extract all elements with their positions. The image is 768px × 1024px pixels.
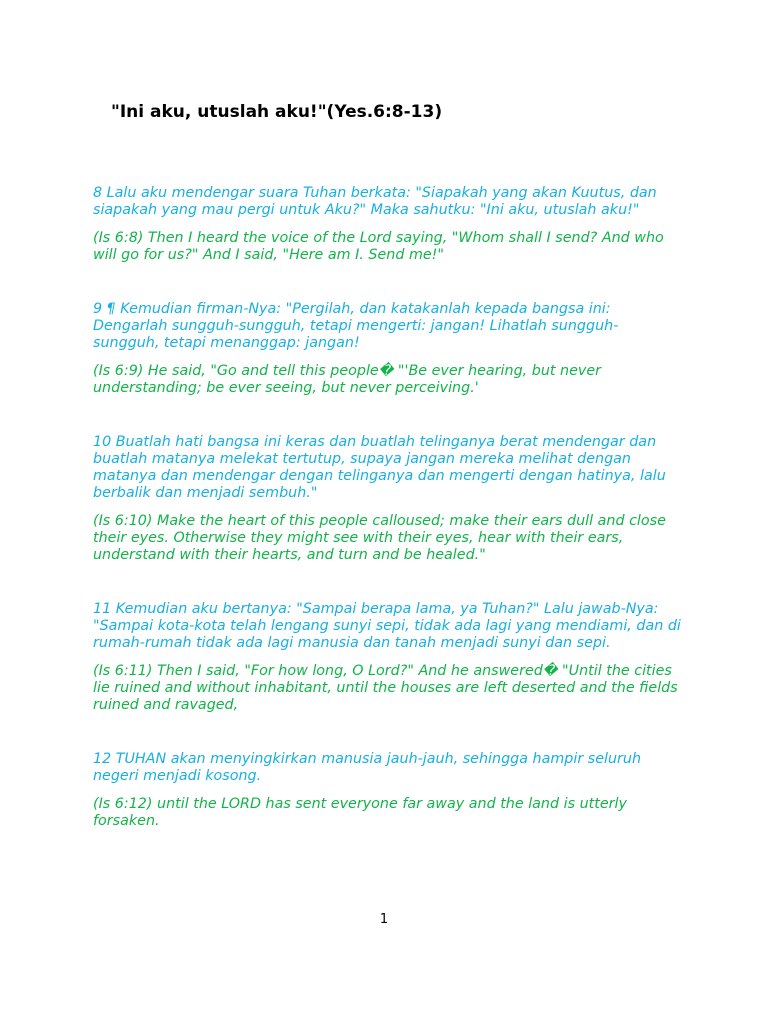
verse-indonesian-text: 8 Lalu aku mendengar suara Tuhan berkata: "Siapakah yang akan Kuutus, dan siapakah yang mau pergi untuk Aku?" Maka sahutku: "Ini aku, utuslah aku!": [93, 185, 657, 218]
verse-english-text: (Is 6:11) Then I said, "For how long, O Lord?" And he answered� "Until the cities lie ruined and without inhabitant, until the houses are left deserted and the fields ruined and ravaged,: [93, 663, 678, 713]
verse-indonesian-text: 12 TUHAN akan menyingkirkan manusia jauh-jauh, sehingga hampir seluruh negeri menjadi kosong.: [93, 751, 642, 784]
verse-indonesian-text: 10 Buatlah hati bangsa ini keras dan buatlah telinganya berat mendengar dan buatlah matanya melekat tertutup, supaya jangan mereka melihat dengan matanya dan mendengar dengan telinganya dan mengerti dengan hatinya, lalu berbalik dan menjadi sembuh.": [93, 434, 666, 501]
page-number: 1: [379, 912, 389, 927]
verse-11: [93, 601, 681, 714]
verse-indonesian-text: 9 ¶ Kemudian firman-Nya: "Pergilah, dan katakanlah kepada bangsa ini: Dengarlah sungguh-sungguh, tetapi mengerti: jangan! Lihatlah sungguh-sungguh, tetapi menanggap: jangan!: [93, 301, 619, 351]
verse-list: [93, 185, 681, 867]
verse-english-text: (Is 6:10) Make the heart of this people calloused; make their ears dull and close their eyes. Otherwise they might see with their eyes, hear with their ears, understand with their hearts, and turn and be healed.": [93, 513, 666, 563]
verse-english-text: (Is 6:8) Then I heard the voice of the Lord saying, "Whom shall I send? And who will go for us?" And I said, "Here am I. Send me!": [93, 230, 664, 263]
verse-indonesian-text: 11 Kemudian aku bertanya: "Sampai berapa lama, ya Tuhan?" Lalu jawab-Nya: "Sampai kota-kota telah lengang sunyi sepi, tidak ada lagi yang mendiami, dan di rumah-rumah tidak ada lagi manusia dan tanah menjadi sunyi dan sepi.: [93, 601, 681, 651]
verse-8: [93, 185, 681, 264]
verse-10: [93, 434, 681, 564]
page-title: "Ini aku, utuslah aku!"(Yes.6:8-13): [111, 102, 443, 122]
verse-9: [93, 301, 681, 397]
verse-english-text: (Is 6:12) until the LORD has sent everyone far away and the land is utterly forsaken.: [93, 796, 627, 829]
verse-12: [93, 751, 681, 830]
verse-english-text: (Is 6:9) He said, "Go and tell this people� "'Be ever hearing, but never understanding; be ever seeing, but never perceiving.': [93, 363, 602, 396]
